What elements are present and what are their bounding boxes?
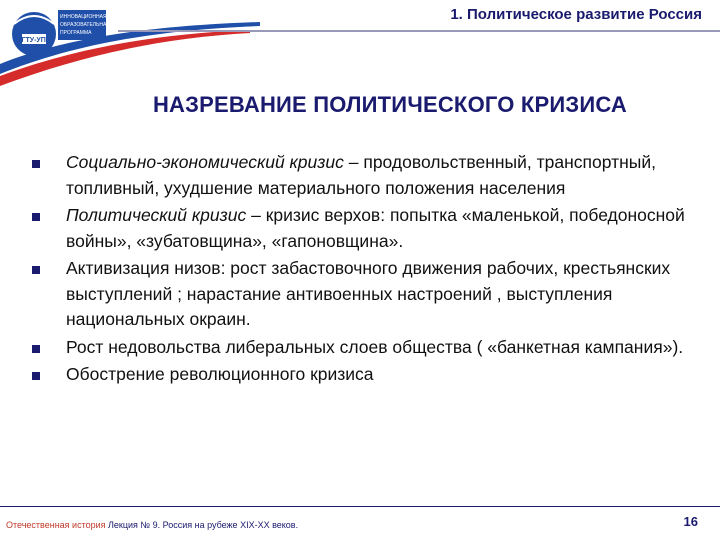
bullet-marker-icon bbox=[32, 160, 40, 168]
bullet-item bbox=[28, 256, 688, 333]
bullet-emphasis: Социально-экономический кризис bbox=[66, 152, 344, 172]
footer-course: Отечественная история bbox=[6, 520, 106, 530]
slide-title: НАЗРЕВАНИЕ ПОЛИТИЧЕСКОГО КРИЗИСА bbox=[152, 92, 628, 117]
bullet-item bbox=[28, 150, 688, 201]
page-number: 16 bbox=[683, 514, 698, 529]
university-logo bbox=[6, 4, 110, 62]
footer-lecture: Лекция № 9. Россия на рубеже XIX-XX веков. bbox=[105, 520, 299, 530]
logo-line-1: ИННОВАЦИОННАЯ bbox=[60, 14, 107, 20]
logo-mark: УГТУ-УПИ bbox=[17, 37, 51, 44]
bullet-text: – продовольственный, транспортный, топливный, ухудшение материального положения населения bbox=[66, 152, 656, 198]
logo-line-2: ОБРАЗОВАТЕЛЬНАЯ bbox=[60, 22, 110, 28]
bullet-marker-icon bbox=[32, 213, 40, 221]
bullet-item bbox=[28, 362, 688, 388]
bullet-item bbox=[28, 335, 688, 361]
bullet-list bbox=[28, 150, 688, 390]
bullet-item bbox=[28, 203, 688, 254]
footer-caption bbox=[6, 520, 298, 530]
bullet-marker-icon bbox=[32, 266, 40, 274]
logo-line-3: ПРОГРАММА bbox=[60, 30, 92, 36]
bullet-text: Рост недовольства либеральных слоев общества ( «банкетная кампания»). bbox=[66, 336, 684, 357]
bullet-marker-icon bbox=[32, 345, 40, 353]
header-divider bbox=[118, 30, 720, 32]
footer-divider bbox=[0, 506, 720, 507]
bullet-emphasis: Политический кризис bbox=[66, 205, 247, 225]
header-title: 1. Политическое развитие Россия bbox=[450, 6, 702, 23]
bullet-text: Обострение революционного кризиса bbox=[66, 364, 374, 384]
bullet-text: – кризис верхов: попытка «маленькой, победоносной войны», «зубатовщина», «гапоновщина». bbox=[66, 205, 685, 251]
bullet-text: Активизация низов: рост забастовочного движения рабочих, крестьянских выступлений ; нарастание антивоенных настроений , выступления национальных окраин. bbox=[66, 258, 671, 329]
bullet-marker-icon bbox=[32, 372, 40, 380]
